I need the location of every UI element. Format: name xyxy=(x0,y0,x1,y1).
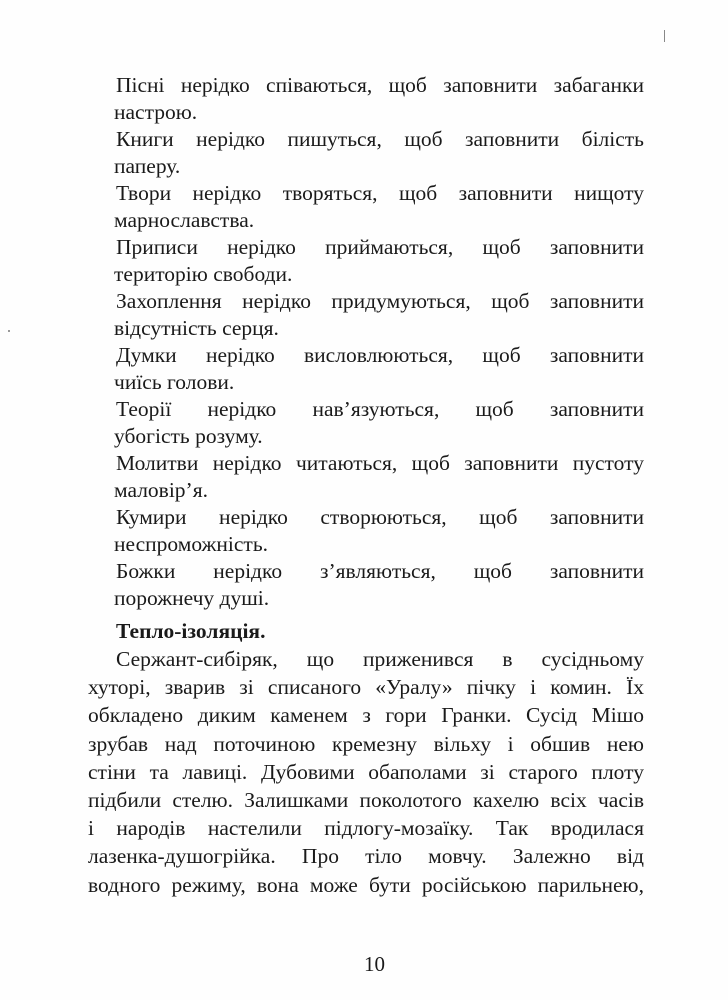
aphorism-line-end: убогість розуму. xyxy=(114,424,263,448)
aphorism-line-end: чиїсь голови. xyxy=(114,370,235,394)
prose-paragraph xyxy=(88,645,644,899)
prose-line: і народів настелили підлогу-мозаїку. Так вродилася xyxy=(88,816,644,841)
page-number: 10 xyxy=(364,952,385,976)
aphorism xyxy=(116,234,644,288)
aphorism-line: Божки нерідко з’являються, щоб заповнити xyxy=(116,559,644,583)
aphorism xyxy=(116,396,644,450)
aphorism-line: Думки нерідко висловлюються, щоб заповнити xyxy=(116,343,644,367)
aphorism-line-end: маловір’я. xyxy=(114,478,208,502)
aphorism-line-end: паперу. xyxy=(114,154,181,178)
aphorism xyxy=(116,72,644,126)
aphorism xyxy=(116,288,644,342)
aphorism-list xyxy=(116,72,644,612)
aphorism xyxy=(116,180,644,234)
prose-line: Сержант-сибіряк, що приженився в сусідньому xyxy=(116,647,644,671)
aphorism-line-end: відсутність серця. xyxy=(114,316,279,340)
aphorism xyxy=(116,342,644,396)
aphorism-line: Молитви нерідко читаються, щоб заповнити пустоту xyxy=(116,451,644,475)
aphorism-line: Твори нерідко творяться, щоб заповнити нищоту xyxy=(116,181,644,205)
scan-mark xyxy=(664,30,665,42)
prose-line: хуторі, зварив зі списаного «Уралу» пічку і комин. Їх xyxy=(88,675,644,700)
prose-line: водного режиму, вона може бути російською парильнею, xyxy=(88,872,644,897)
scan-speck xyxy=(8,330,10,332)
aphorism-line: Книги нерідко пишуться, щоб заповнити білість xyxy=(116,127,644,151)
aphorism-line: Захоплення нерідко придумуються, щоб заповнити xyxy=(116,289,644,313)
aphorism-line-end: настрою. xyxy=(114,100,198,124)
aphorism-line-end: марнославства. xyxy=(114,208,255,232)
aphorism-line: Кумири нерідко створюються, щоб заповнити xyxy=(116,505,644,529)
section-heading: Тепло-ізоляція. xyxy=(116,619,266,643)
aphorism-line: Пісні нерідко співаються, щоб заповнити забаганки xyxy=(116,73,644,97)
prose-line: стіни та лавиці. Дубовими обаполами зі старого плоту xyxy=(88,759,644,784)
aphorism-line-end: неспроможність. xyxy=(114,532,268,556)
aphorism xyxy=(116,504,644,558)
prose-line: підбили стелю. Залишками поколотого кахелю всіх часів xyxy=(88,788,644,813)
prose-line: обкладено диким каменем з гори Гранки. Сусід Мішо xyxy=(88,703,644,728)
prose-line: зрубав над поточиною кремезну вільху і обшив нею xyxy=(88,731,644,756)
aphorism-line: Приписи нерідко приймаються, щоб заповнити xyxy=(116,235,644,259)
aphorism-line-end: порожнечу душі. xyxy=(114,586,270,610)
aphorism-line-end: територію свободи. xyxy=(114,262,293,286)
aphorism xyxy=(116,126,644,180)
aphorism xyxy=(116,558,644,612)
prose-line: лазенка-душогрійка. Про тіло мовчу. Залежно від xyxy=(88,844,644,869)
aphorism-line: Теорії нерідко нав’язуються, щоб заповнити xyxy=(116,397,644,421)
aphorism xyxy=(116,450,644,504)
